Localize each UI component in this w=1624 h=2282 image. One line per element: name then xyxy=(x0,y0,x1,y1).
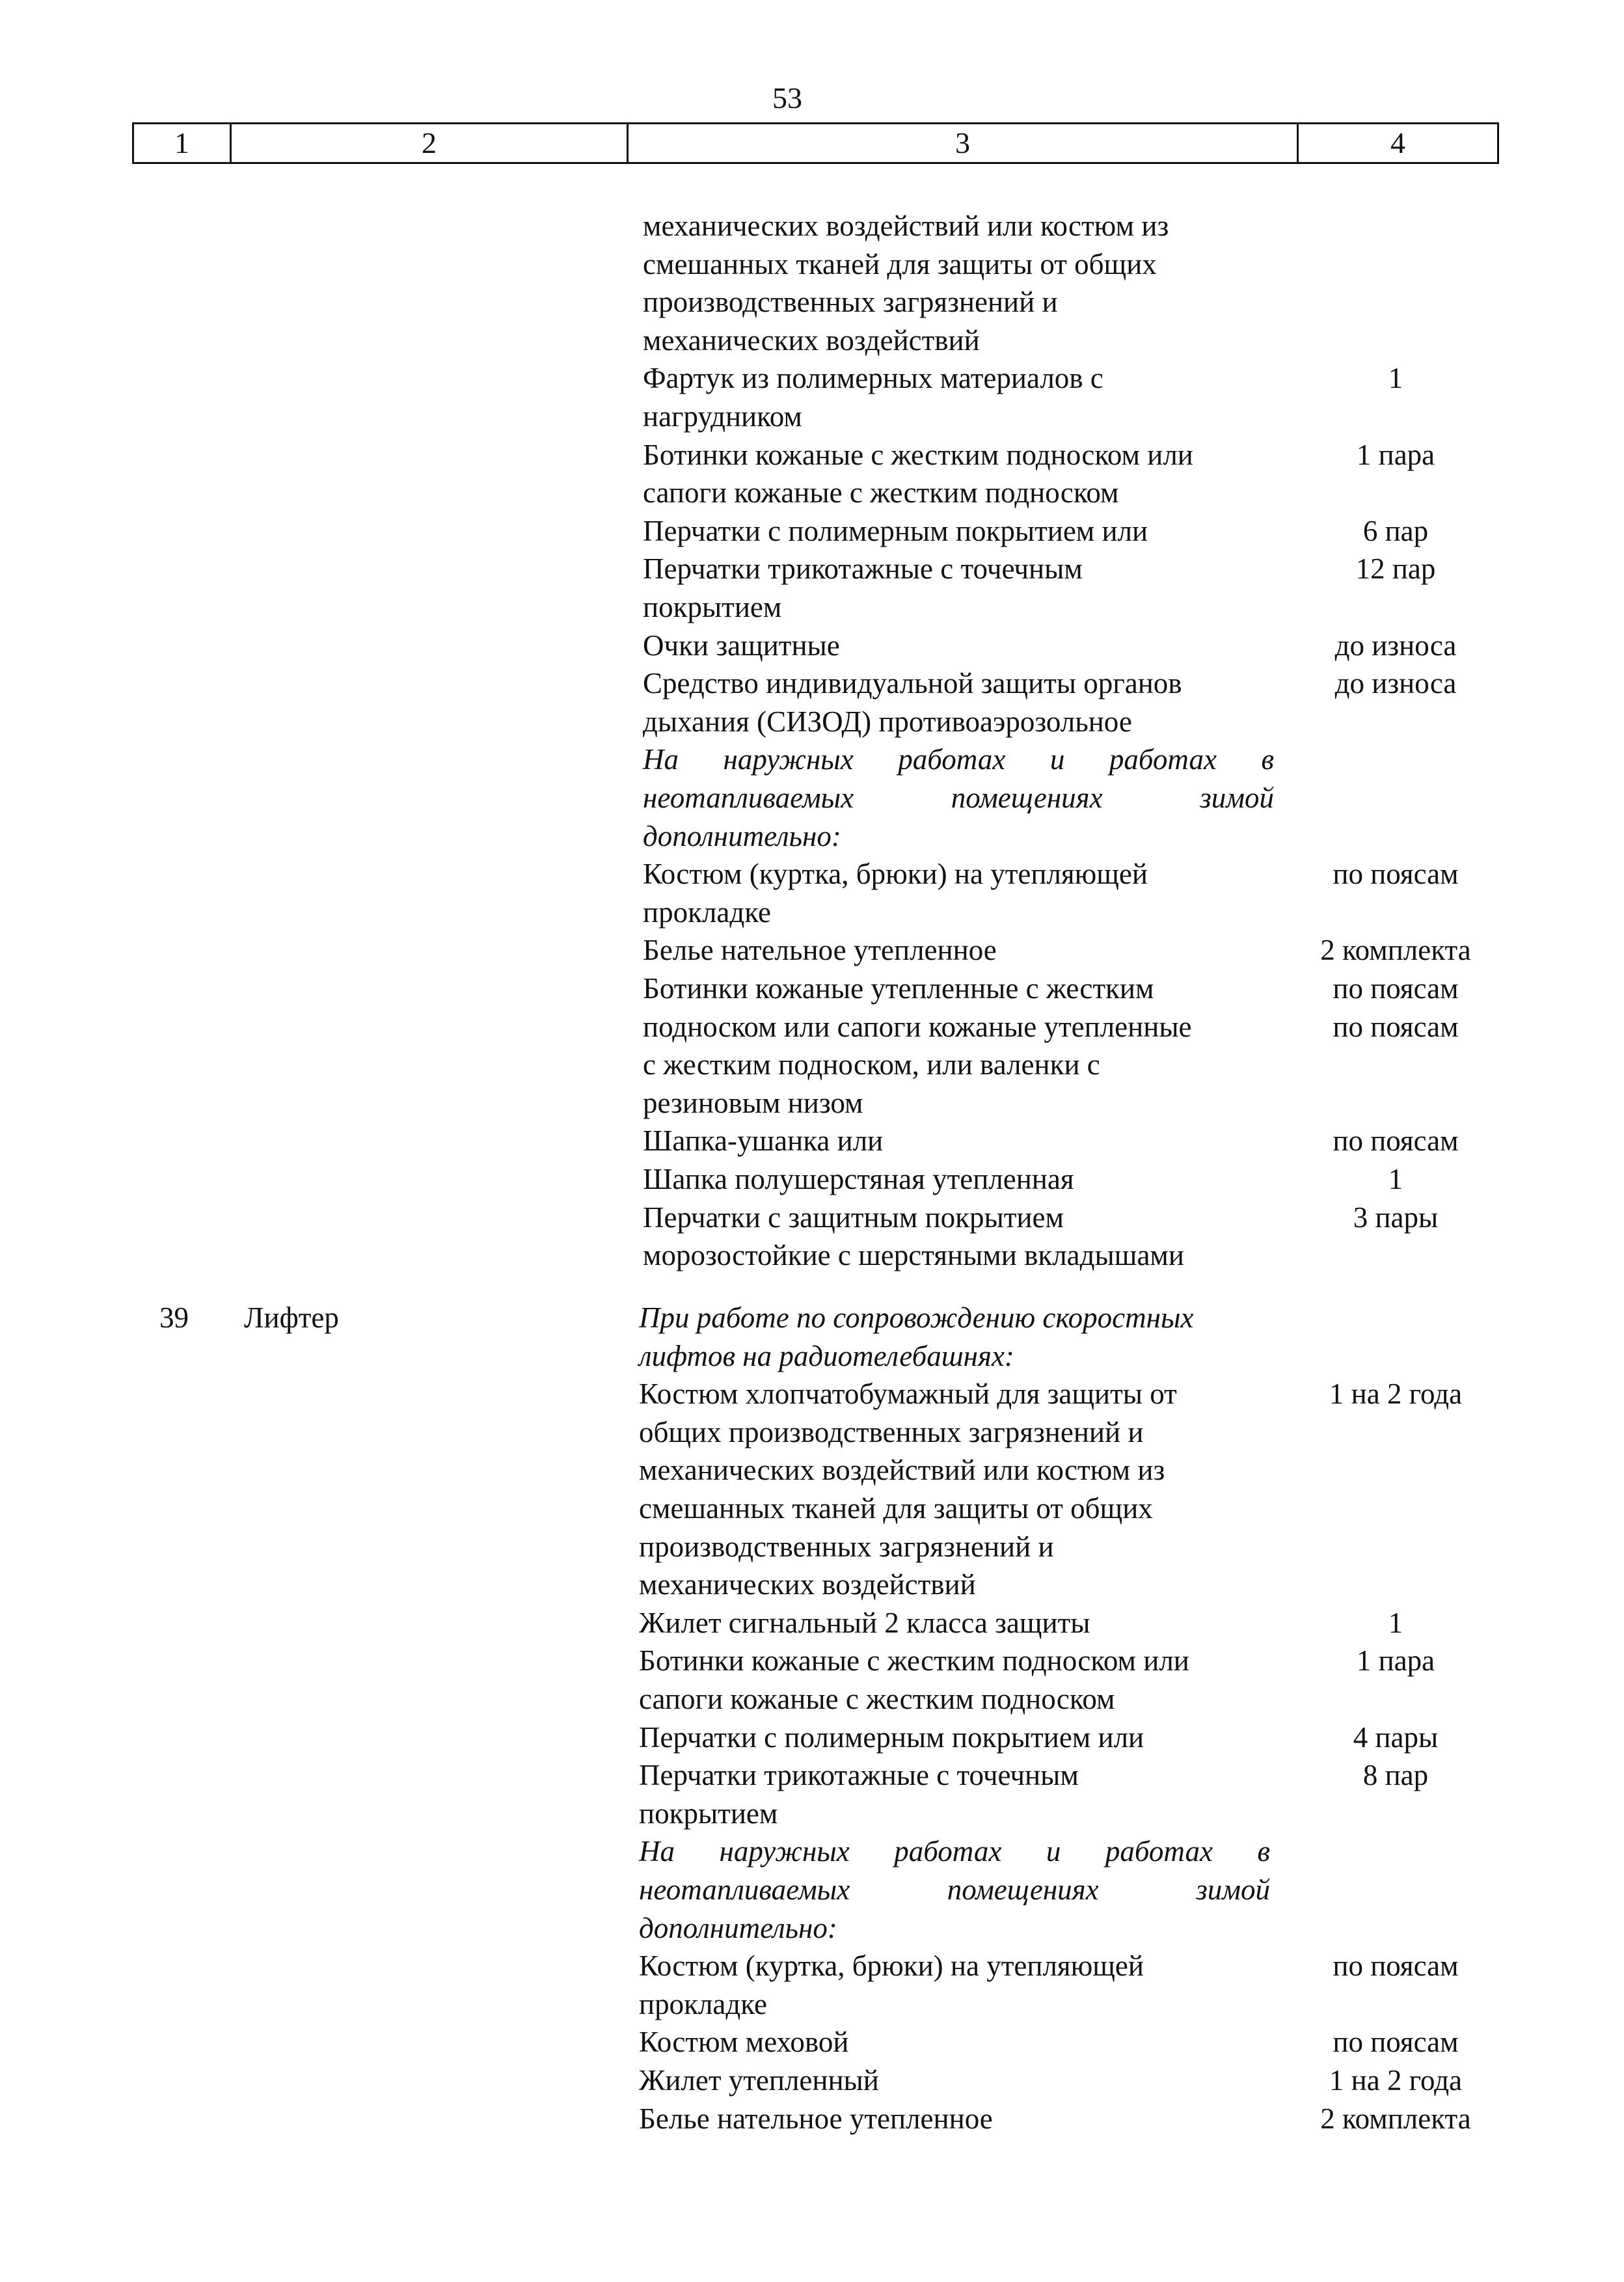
item-quantity: по поясам xyxy=(1333,972,1459,1005)
list-item xyxy=(0,1604,1624,1642)
item-quantity: по поясам xyxy=(1333,1949,1459,1983)
list-item xyxy=(0,1909,1624,1947)
list-item xyxy=(0,436,1624,474)
item-text: покрытием xyxy=(643,591,782,623)
item-text: с жестким подноском, или валенки с xyxy=(643,1048,1100,1081)
item-text: механических воздействий или костюм из xyxy=(643,210,1169,242)
item-text: производственных загрязнений и xyxy=(639,1530,1054,1563)
list-item xyxy=(0,1489,1624,1527)
item-text: неотапливаемых помещениях зимой xyxy=(643,781,1274,814)
list-item xyxy=(0,245,1624,283)
item-text: морозостойкие с шерстяными вкладышами xyxy=(643,1239,1184,1272)
item-text: сапоги кожаные с жестким подноском xyxy=(639,1683,1115,1715)
list-item xyxy=(0,474,1624,511)
list-item xyxy=(0,1046,1624,1083)
list-item xyxy=(0,817,1624,855)
header-col-2: 2 xyxy=(231,124,628,163)
list-item xyxy=(0,1528,1624,1566)
list-item xyxy=(0,1947,1624,1985)
item-text: Перчатки с защитным покрытием xyxy=(643,1201,1064,1234)
item-quantity: до износа xyxy=(1334,629,1457,662)
list-item xyxy=(0,1642,1624,1679)
list-item xyxy=(0,1680,1624,1718)
list-item xyxy=(0,740,1624,778)
item-quantity: 8 пар xyxy=(1362,1759,1429,1792)
item-text: механических воздействий xyxy=(639,1568,976,1601)
profession-name: Лифтер xyxy=(244,1301,339,1334)
list-item xyxy=(0,1832,1624,1870)
item-text: сапоги кожаные с жестким подноском xyxy=(643,476,1119,509)
list-item xyxy=(0,1871,1624,1908)
header-col-4: 4 xyxy=(1298,124,1498,163)
item-text: На наружных работах и работах в xyxy=(639,1835,1270,1868)
item-quantity: по поясам xyxy=(1333,1010,1459,1043)
item-text: покрытием xyxy=(639,1797,778,1830)
header-col-3: 3 xyxy=(628,124,1298,163)
item-quantity: до износа xyxy=(1334,667,1457,700)
item-text: Костюм меховой xyxy=(639,2026,849,2059)
list-item xyxy=(0,321,1624,359)
item-quantity: 3 пары xyxy=(1353,1201,1439,1234)
item-quantity: 1 на 2 года xyxy=(1329,1378,1463,1411)
list-item xyxy=(0,1299,1624,1337)
list-item xyxy=(0,1122,1624,1160)
list-item xyxy=(0,931,1624,969)
list-item xyxy=(0,359,1624,397)
list-item xyxy=(0,1084,1624,1122)
item-text: Перчатки трикотажные с точечным xyxy=(639,1759,1079,1792)
list-item xyxy=(0,855,1624,893)
list-item xyxy=(0,1337,1624,1375)
item-text: смешанных тканей для защиты от общих xyxy=(643,247,1157,280)
item-quantity: 6 пар xyxy=(1362,514,1429,547)
list-item xyxy=(0,398,1624,435)
list-item xyxy=(0,2061,1624,2099)
item-text: механических воздействий xyxy=(643,323,980,357)
entry-number: 39 xyxy=(159,1301,189,1334)
item-text: Перчатки с полимерным покрытием или xyxy=(639,1720,1144,1754)
list-item xyxy=(0,970,1624,1007)
item-quantity: 4 пары xyxy=(1353,1720,1439,1754)
item-text: дыхания (СИЗОД) противоаэрозольное xyxy=(643,705,1132,738)
item-text: Костюм хлопчатобумажный для защиты от xyxy=(639,1378,1177,1411)
list-item xyxy=(0,893,1624,931)
item-text: общих производственных загрязнений и xyxy=(639,1415,1144,1448)
item-text: Белье нательное утепленное xyxy=(643,934,997,967)
list-item xyxy=(0,2100,1624,2138)
list-item xyxy=(0,2023,1624,2061)
item-text: Жилет сигнальный 2 класса защиты xyxy=(639,1606,1090,1639)
item-text: производственных загрязнений и xyxy=(643,286,1058,319)
item-quantity: 1 на 2 года xyxy=(1329,2064,1463,2097)
item-text: механических воздействий или костюм из xyxy=(639,1454,1165,1487)
item-text: Ботинки кожаные с жестким подноском или xyxy=(639,1644,1189,1678)
header-col-1: 1 xyxy=(133,124,231,163)
item-text: Костюм (куртка, брюки) на утепляющей xyxy=(639,1949,1144,1983)
list-item xyxy=(0,588,1624,626)
list-item xyxy=(0,1795,1624,1832)
item-quantity: 1 пара xyxy=(1356,438,1435,471)
item-text: Ботинки кожаные утепленные с жестким xyxy=(643,972,1154,1005)
item-text: Ботинки кожаные с жестким подноском или xyxy=(643,438,1193,471)
item-text: Шапка-ушанка или xyxy=(643,1124,884,1158)
list-item xyxy=(0,283,1624,321)
list-item xyxy=(0,1236,1624,1274)
item-text: Средство индивидуальной защиты органов xyxy=(643,667,1182,700)
item-text: Перчатки с полимерным покрытием или xyxy=(643,514,1148,547)
item-text: резиновым низом xyxy=(643,1086,863,1119)
list-item xyxy=(0,1413,1624,1451)
list-item xyxy=(0,1756,1624,1794)
item-text: При работе по сопровождению скоростных xyxy=(639,1301,1194,1334)
item-text: прокладке xyxy=(639,1987,767,2020)
item-quantity: 12 пар xyxy=(1355,552,1436,586)
item-text: Белье нательное утепленное xyxy=(639,2102,993,2135)
list-item xyxy=(0,1375,1624,1413)
item-text: Перчатки трикотажные с точечным xyxy=(643,552,1083,586)
list-item xyxy=(0,1008,1624,1046)
item-quantity: по поясам xyxy=(1333,2026,1459,2059)
list-item xyxy=(0,664,1624,702)
item-text: дополнительно: xyxy=(643,819,841,852)
list-item xyxy=(0,703,1624,740)
item-text: На наружных работах и работах в xyxy=(643,743,1274,776)
item-text: Костюм (куртка, брюки) на утепляющей xyxy=(643,858,1148,891)
item-quantity: 1 xyxy=(1388,1606,1403,1639)
list-item xyxy=(0,1718,1624,1756)
item-quantity: 1 пара xyxy=(1356,1644,1435,1678)
item-quantity: по поясам xyxy=(1333,858,1459,891)
item-text: прокладке xyxy=(643,895,771,929)
list-item xyxy=(0,1199,1624,1236)
item-text: Шапка полушерстяная утепленная xyxy=(643,1163,1074,1195)
item-text: Жилет утепленный xyxy=(639,2064,879,2097)
item-quantity: по поясам xyxy=(1333,1124,1459,1158)
item-text: дополнительно: xyxy=(639,1911,837,1944)
item-text: Фартук из полимерных материалов с xyxy=(643,362,1103,395)
list-item xyxy=(0,627,1624,664)
list-item xyxy=(0,1451,1624,1489)
table-header xyxy=(132,122,1499,164)
item-quantity: 1 xyxy=(1388,362,1403,395)
item-quantity: 2 комплекта xyxy=(1320,934,1471,967)
list-item xyxy=(0,1566,1624,1603)
list-item xyxy=(0,550,1624,588)
list-item xyxy=(0,512,1624,550)
list-item xyxy=(0,1985,1624,2023)
item-text: неотапливаемых помещениях зимой xyxy=(639,1873,1270,1906)
list-item xyxy=(0,779,1624,817)
item-text: лифтов на радиотелебашнях: xyxy=(639,1339,1014,1372)
item-text: Очки защитные xyxy=(643,629,840,662)
item-text: подноском или сапоги кожаные утепленные xyxy=(643,1010,1192,1043)
list-item xyxy=(0,207,1624,245)
item-quantity: 1 xyxy=(1388,1163,1403,1195)
item-quantity: 2 комплекта xyxy=(1320,2102,1471,2135)
item-text: нагрудником xyxy=(643,400,802,433)
item-text: смешанных тканей для защиты от общих xyxy=(639,1492,1153,1525)
list-item xyxy=(0,1160,1624,1198)
page-number: 53 xyxy=(772,81,802,115)
